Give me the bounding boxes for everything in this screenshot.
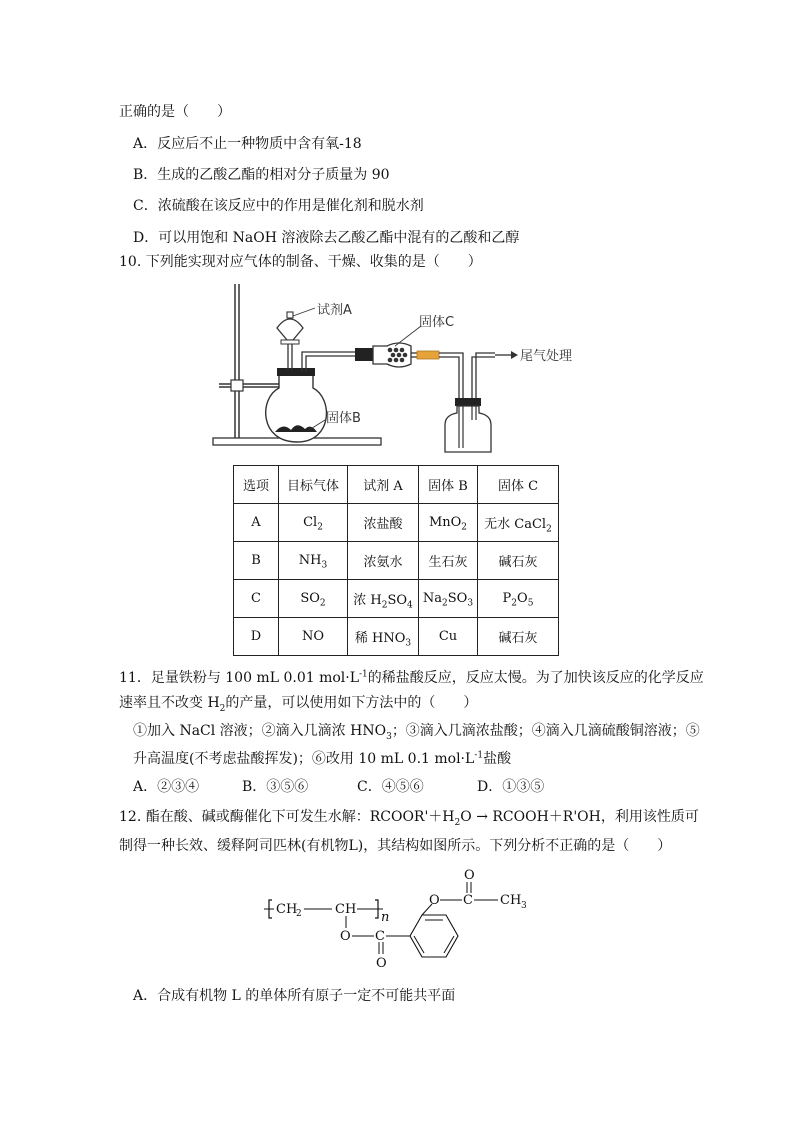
cell-option: B bbox=[234, 542, 279, 580]
q9-option-d: D．可以用饱和 NaOH 溶液除去乙酸乙酯中混有的乙酸和乙醇 bbox=[133, 230, 520, 246]
cell-solid-c: 碱石灰 bbox=[478, 542, 559, 580]
q11-option-d: D．①③⑤ bbox=[477, 779, 545, 795]
gas-apparatus-diagram bbox=[205, 280, 605, 455]
q11-line-2: 速率且不改变 $H_2$的产量，可以使用如下方法中的（ ） bbox=[119, 695, 478, 714]
table-header-row bbox=[234, 466, 559, 504]
table-row bbox=[234, 504, 559, 542]
header-solid-b: 固体 B bbox=[419, 466, 478, 504]
q11-option-b: B．③⑤⑥ bbox=[242, 779, 309, 795]
struct-o2: O bbox=[376, 956, 387, 971]
cell-solid-c: $P_2O_5$ bbox=[478, 580, 559, 618]
header-solid-c: 固体 C bbox=[478, 466, 559, 504]
cell-reagent-a: 浓氨水 bbox=[348, 542, 419, 580]
label-solid-c: 固体C bbox=[419, 315, 455, 330]
cell-gas: $NH_3$ bbox=[279, 542, 348, 580]
table-row bbox=[234, 618, 559, 656]
q11-option-c: C．④⑤⑥ bbox=[357, 779, 424, 795]
struct-ch3: CH bbox=[500, 893, 522, 908]
cell-gas: $SO_2$ bbox=[279, 580, 348, 618]
polymer-structure-diagram bbox=[262, 866, 542, 974]
table-row bbox=[234, 580, 559, 618]
header-option: 选项 bbox=[234, 466, 279, 504]
header-gas: 目标气体 bbox=[279, 466, 348, 504]
cell-reagent-a: 稀 $HNO_3$ bbox=[348, 618, 419, 656]
label-reagent-a: 试剂A bbox=[317, 303, 352, 318]
cell-solid-c: 碱石灰 bbox=[478, 618, 559, 656]
q9-stem-tail: 正确的是（ ） bbox=[119, 104, 231, 120]
cell-reagent-a: 浓盐酸 bbox=[348, 504, 419, 542]
cell-solid-b: MnO$_2$ bbox=[419, 504, 478, 542]
cell-solid-c: 无水 CaCl$_2$ bbox=[478, 504, 559, 542]
struct-ch: CH bbox=[335, 902, 357, 917]
gas-options-table bbox=[233, 465, 559, 656]
cell-solid-b: 生石灰 bbox=[419, 542, 478, 580]
struct-o4: O bbox=[464, 868, 475, 883]
cell-option: A bbox=[234, 504, 279, 542]
q9-option-a: A．反应后不止一种物质中含有氧-18 bbox=[133, 136, 362, 152]
q11-option-a: A．②③④ bbox=[133, 779, 200, 795]
struct-ch2: CH bbox=[276, 902, 298, 917]
q9-option-c: C．浓硫酸在该反应中的作用是催化剂和脱水剂 bbox=[133, 198, 424, 214]
q9-option-b: B．生成的乙酸乙酯的相对分子质量为 90 bbox=[133, 167, 390, 183]
q11-line-3: ①加入 NaCl 溶液；②滴入几滴浓 $HNO_3$；③滴入几滴浓盐酸；④滴入几滴硫酸铜溶液；⑤ bbox=[133, 723, 700, 742]
q10-stem: 10. 下列能实现对应气体的制备、干燥、收集的是（ ） bbox=[119, 254, 482, 270]
cell-gas: $Cl_2$ bbox=[279, 504, 348, 542]
cell-solid-b: Cu bbox=[419, 618, 478, 656]
struct-o1: O bbox=[340, 929, 351, 944]
q12-line-2: 制得一种长效、缓释阿司匹林(有机物L)，其结构如图所示。下列分析不正确的是（ ） bbox=[119, 838, 672, 854]
cell-solid-b: $Na_2SO_3$ bbox=[419, 580, 478, 618]
cell-gas: NO bbox=[279, 618, 348, 656]
cell-option: C bbox=[234, 580, 279, 618]
q11-line-1: 11．足量铁粉与 100 mL 0.01 $mol\cdot L^{-1}$的稀盐酸反应，反应太慢。为了加快该反应的化学反应 bbox=[119, 669, 704, 686]
cell-reagent-a: 浓 $H_2SO_4$ bbox=[348, 580, 419, 618]
struct-o3: O bbox=[429, 893, 440, 908]
header-reagent-a: 试剂 A bbox=[348, 466, 419, 504]
cell-option: D bbox=[234, 618, 279, 656]
struct-c1: C bbox=[375, 929, 385, 944]
struct-ch3-sub: 3 bbox=[521, 901, 527, 911]
struct-c2: C bbox=[463, 893, 473, 908]
q11-line-4: 升高温度(不考虑盐酸挥发)；⑥改用 10 mL 0.1 $mol\cdot L^{-1}$盐酸 bbox=[133, 750, 512, 767]
struct-n: n bbox=[381, 910, 390, 925]
struct-ch2-sub: 2 bbox=[296, 909, 302, 919]
label-solid-b: 固体B bbox=[326, 411, 361, 426]
label-tail-gas: 尾气处理 bbox=[520, 349, 573, 364]
table-row bbox=[234, 542, 559, 580]
q12-line-1: 12. 酯在酸、碱或酶催化下可发生水解：$RCOOR'+H_2O$ → RCOOH＋R'OH，利用该性质可 bbox=[119, 809, 699, 828]
q12-option-a: A．合成有机物 L 的单体所有原子一定不可能共平面 bbox=[133, 988, 456, 1004]
